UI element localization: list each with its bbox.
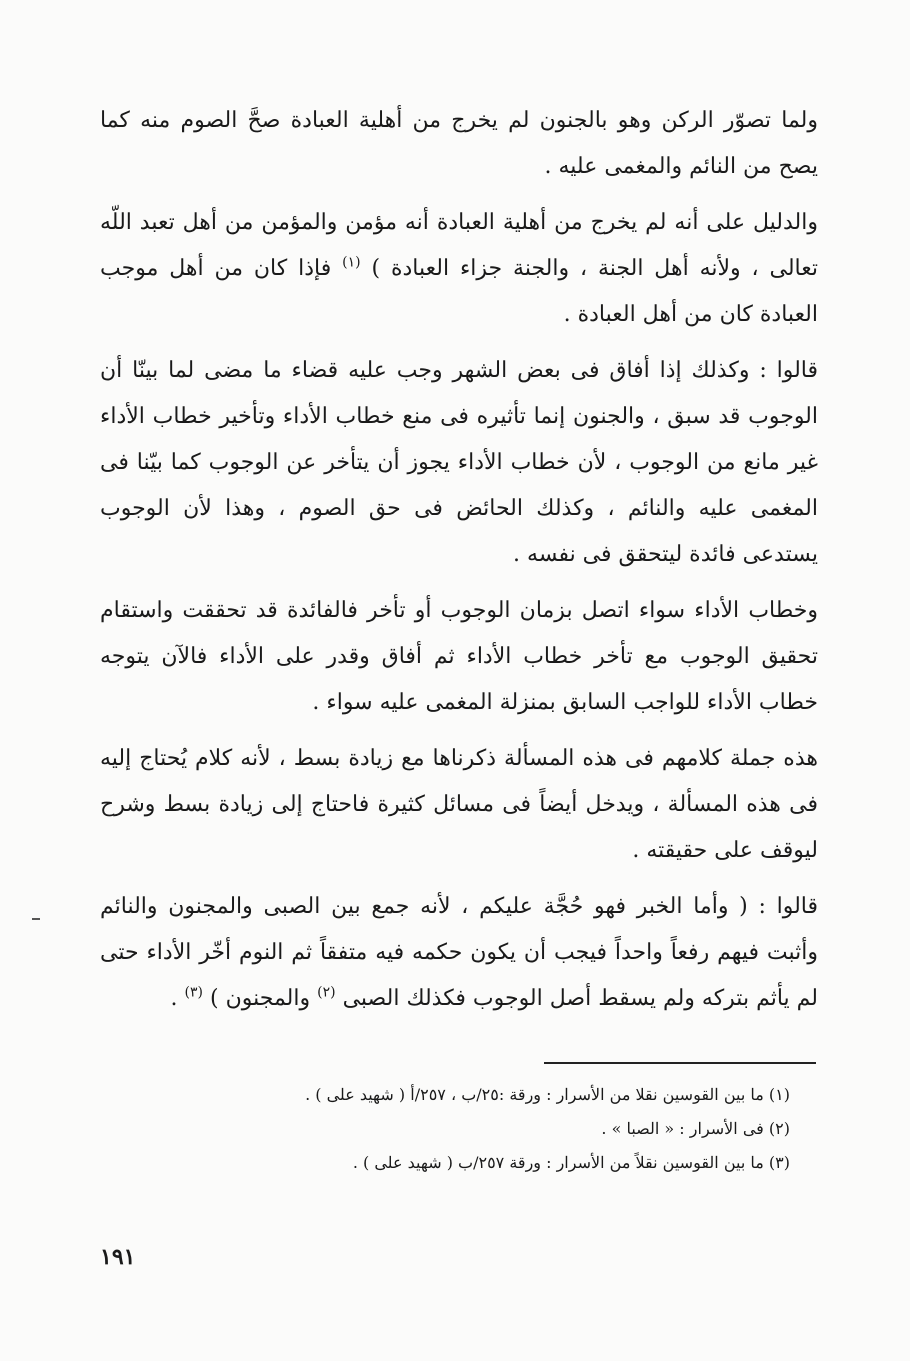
paragraph-4-text: وخطاب الأداء سواء اتصل بزمان الوجوب أو تأخر فالفائدة قد تحققت واستقام تحقيق الوجوب مع تأخر خطاب الأداء ثم أفاق وقدر على الأداء فالآن يتوجه خطاب الأداء للواجب السابق بمنزلة المغمى عليه سواء . [100, 598, 818, 715]
footnote-3: (٣) ما بين القوسين نقلاً من الأسرار : ورقة ٢٥٧/ب ( شهيد على ) . [352, 1153, 790, 1172]
paragraph-6 [100, 884, 818, 1022]
paragraph-2-text: والدليل على أنه لم يخرج من أهلية العبادة أنه مؤمن والمؤمن من أهل تعبد اللّه تعالى ، ولأنه أهل الجنة ، والجنة جزاء العبادة ) [100, 210, 819, 281]
footnote-ref-1[interactable]: (١) [342, 254, 361, 271]
paragraph-2-tail: فإذا كان من أهل موجب العبادة كان من أهل العبادة . [100, 256, 818, 327]
margin-mark [32, 918, 40, 920]
footnote-2: (٢) فى الأسرار : « الصبا » . [601, 1119, 790, 1138]
paragraph-4 [100, 588, 818, 726]
footnote-separator [544, 1062, 816, 1064]
footnote-ref-3[interactable]: (٣) [184, 984, 203, 1001]
paragraph-3-text: قالوا : وكذلك إذا أفاق فى بعض الشهر وجب عليه قضاء ما مضى لما بينّا أن الوجوب قد سبق ، والجنون إنما تأثيره فى منع خطاب الأداء وتأخير خطاب الأداء غير مانع من الوجوب ، لأن خطاب الأداء يجوز أن يتأخر عن الوجوب كما بيّنا فى المغمى عليه والنائم ، وكذلك الحائض فى حق الصوم ، وهذا لأن الوجوب يستدعى فائدة ليتحقق فى نفسه . [100, 358, 818, 567]
paragraph-5 [100, 736, 818, 874]
paragraph-6-mid: والمجنون ) [210, 986, 311, 1011]
footnotes [180, 1078, 790, 1180]
paragraph-3 [100, 348, 818, 578]
paragraph-5-text: هذه جملة كلامهم فى هذه المسألة ذكرناها مع زيادة بسط ، لأنه كلام يُحتاج إليه فى هذه المسألة ، ويدخل أيضاً فى مسائل كثيرة فاحتاج إلى زيادة بسط وشرح ليوقف على حقيقته . [100, 746, 818, 863]
paragraph-6-text: قالوا : ( وأما الخبر فهو حُجَّة عليكم ، لأنه جمع بين الصبى والمجنون والنائم وأثبت فيهم رفعاً واحداً فيجب أن يكون حكمه فيه متفقاً ثم النوم أخّر الأداء حتى لم يأثم بتركه ولم يسقط أصل الوجوب فكذلك الصبى [100, 894, 818, 1011]
paragraph-6-end: . [170, 986, 178, 1011]
footnote-1: (١) ما بين القوسين نقلا من الأسرار : ورقة :٢٥/ب ، ٢٥٧/أ ( شهيد على ) . [305, 1085, 790, 1104]
paragraph-1-text: ولما تصوّر الركن وهو بالجنون لم يخرج من أهلية العبادة صحَّ الصوم منه كما يصح من النائم والمغمى عليه . [100, 108, 818, 179]
footnote-ref-2[interactable]: (٢) [317, 984, 336, 1001]
page-number: ١٩١ [100, 1244, 136, 1270]
paragraph-2 [100, 200, 818, 338]
paragraph-1 [100, 98, 818, 190]
main-text [100, 98, 818, 1032]
